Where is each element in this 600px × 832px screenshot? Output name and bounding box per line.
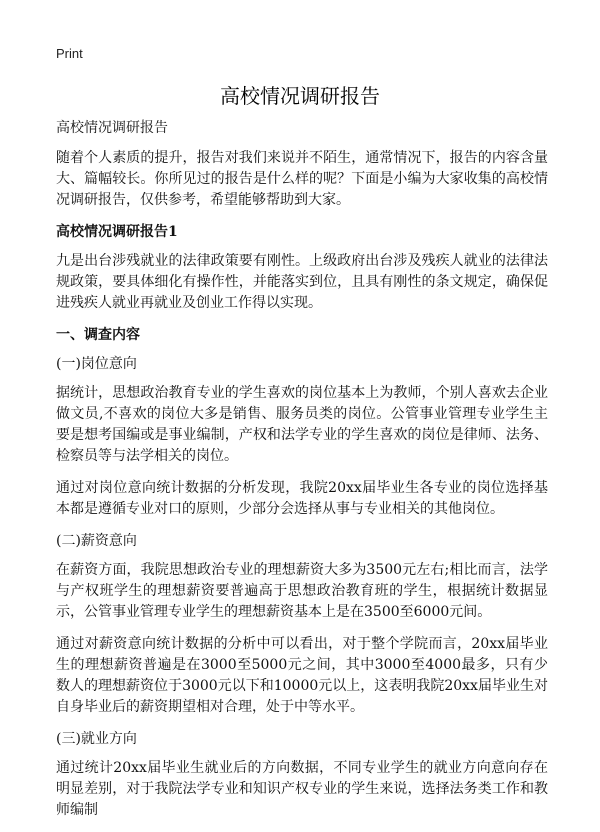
paragraph: 九是出台涉残就业的法律政策要有刚性。上级政府出台涉及残疾人就业的法律法规政策，要具体细化有操作性，并能落实到位，且具有刚性的条文规定，确保促进残疾人就业再就业及创业工作得以实现。	[56, 253, 548, 311]
paragraph: 据统计，思想政治教育专业的学生喜欢的岗位基本上为教师，个别人喜欢去企业做文员,不喜欢的岗位大多是销售、服务员类的岗位。公管事业管理专业学生主要是想考国编或是事业编制，产权和法学专业的学生喜欢的岗位是律师、法务、检察员等与法学相关的岗位。	[56, 385, 548, 464]
print-label: Print	[56, 46, 83, 61]
part-heading: 一、调查内容	[56, 327, 140, 343]
paragraph: 通过统计20xx届毕业生就业后的方向数据，不同专业学生的就业方向意向存在明显差别，对于我院法学专业和知识产权专业的学生来说，选择法务类工作和教师编制	[56, 760, 548, 818]
subsection-heading: (一)岗位意向	[56, 356, 137, 372]
paragraph: 通过对薪资意向统计数据的分析中可以看出，对于整个学院而言，20xx届毕业生的理想薪资普遍是在3000至5000元之间，其中3000至4000最多，只有少数人的理想薪资位于3000元以下和10000元以上，这表明我院20xx届毕业生对自身毕业后的薪资期望相对合理，处于中等水平。	[56, 636, 548, 715]
document-title: 高校情况调研报告	[220, 84, 380, 108]
intro-paragraph: 随着个人素质的提升，报告对我们来说并不陌生，通常情况下，报告的内容含量大、篇幅较长。你所见过的报告是什么样的呢？下面是小编为大家收集的高校情况调研报告，仅供参考，希望能够帮助到大家。	[56, 150, 548, 208]
paragraph: 在薪资方面，我院思想政治专业的理想薪资大多为3500元左右;相比而言，法学与产权班学生的理想薪资要普遍高于思想政治教育班的学生，根据统计数据显示，公管事业管理专业学生的理想薪资基本上是在3500至6000元间。	[56, 562, 548, 620]
subsection-heading: (二)薪资意向	[56, 533, 137, 549]
document-body	[56, 118, 548, 832]
paragraph: 通过对岗位意向统计数据的分析发现，我院20xx届毕业生各专业的岗位选择基本都是遵循专业对口的原则，少部分会选择从事与专业相关的其他岗位。	[56, 480, 548, 517]
subsection-heading: (三)就业方向	[56, 731, 137, 747]
document-subtitle: 高校情况调研报告	[56, 120, 168, 136]
section-heading: 高校情况调研报告1	[56, 224, 178, 240]
